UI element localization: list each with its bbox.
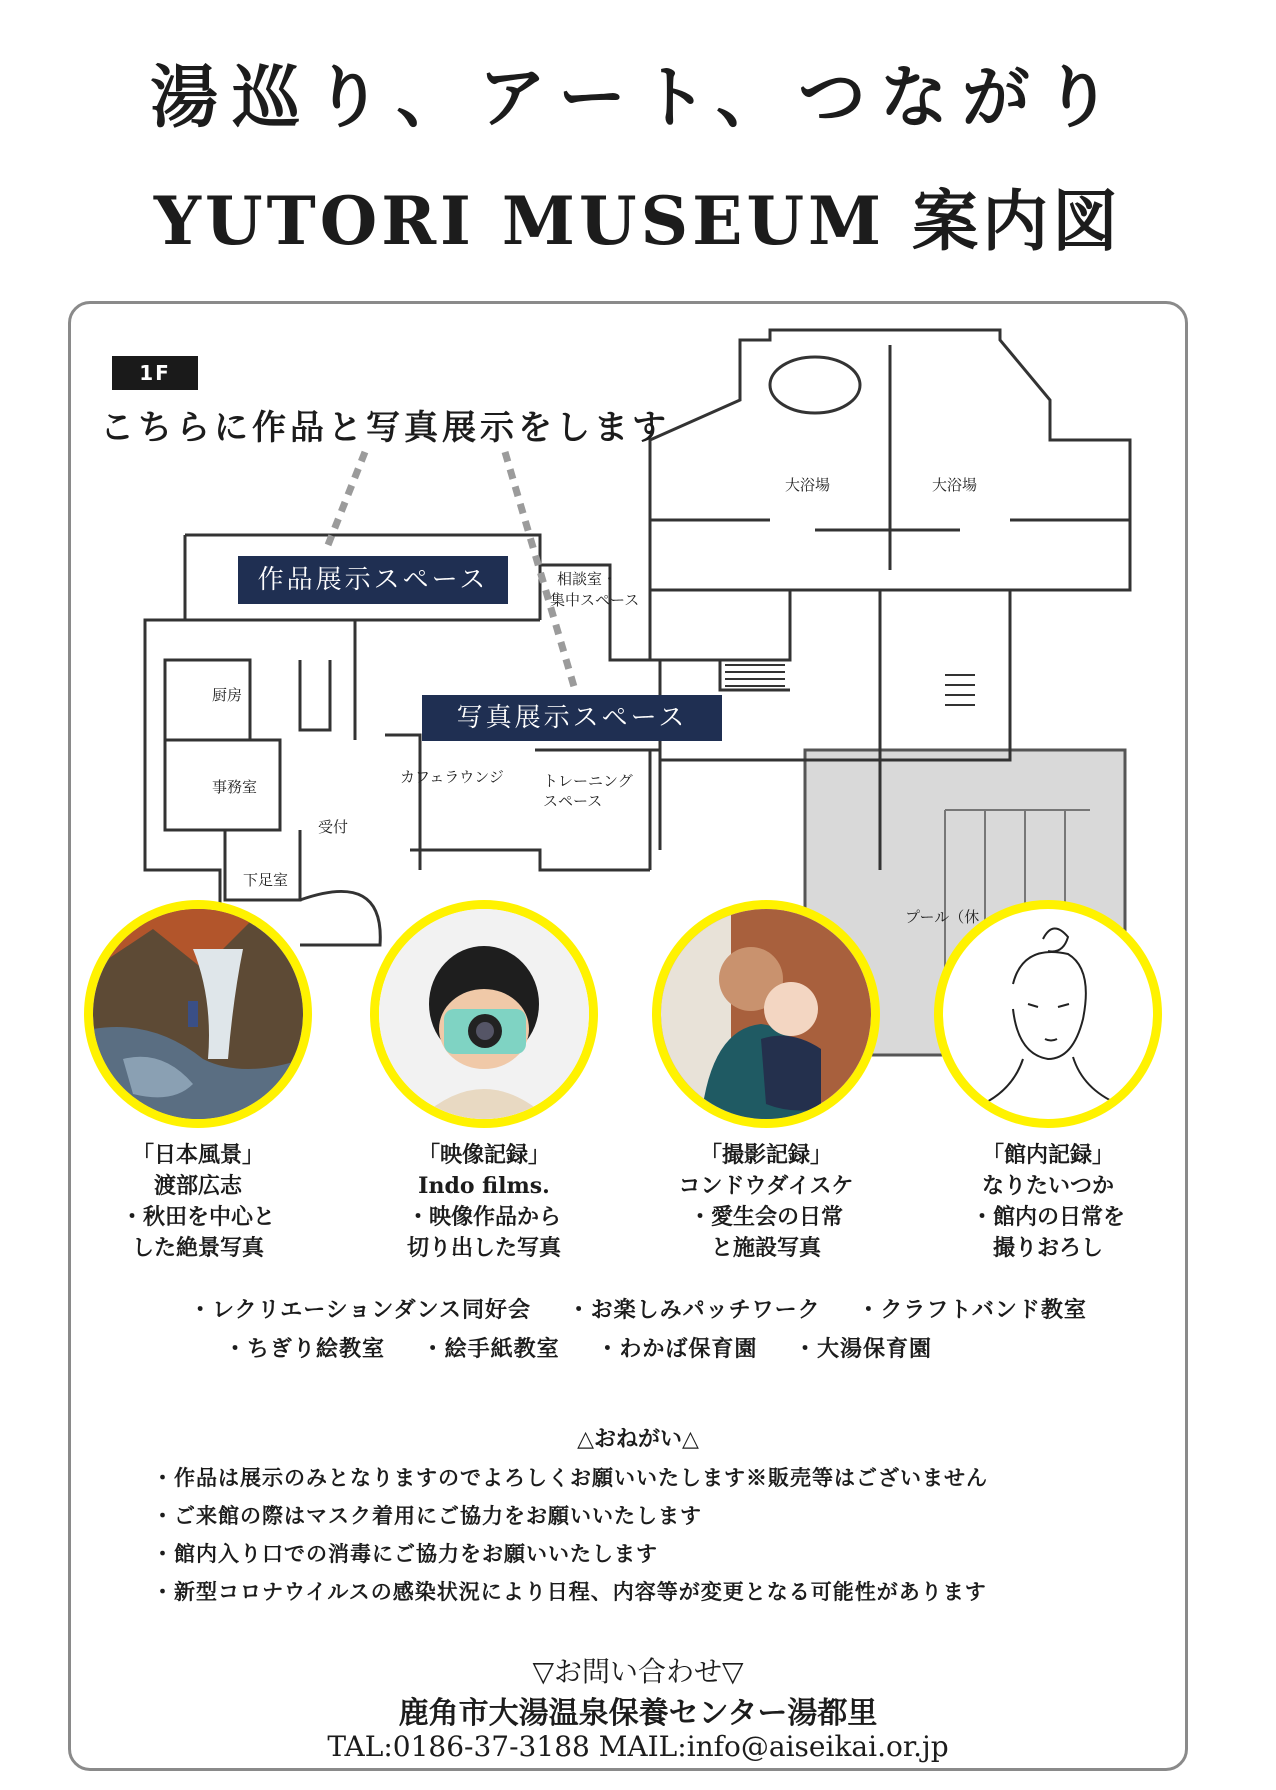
room-pool: プール（休 [905,908,980,926]
notice-item: ・作品は展示のみとなりますのでよろしくお願いいたします※販売等はございません [152,1465,988,1490]
artist-name: Indo films. [418,1173,550,1199]
artist-desc: ・愛生会の日常 [688,1204,843,1230]
notice-list [152,1462,988,1614]
exhibit-note: こちらに作品と写真展示をします [100,408,670,448]
group-item: ・わかば保育園 [596,1336,758,1362]
room-training-1: トレーニング [543,772,633,790]
artist-title: 「館内記録」 [981,1142,1114,1168]
artist-caption-2 [354,1140,614,1264]
notice-title: △おねがい△ [577,1426,699,1452]
artist-desc: ・館内の日常を [970,1204,1125,1230]
artist-title: 「撮影記録」 [699,1142,832,1168]
room-kitchen: 厨房 [212,686,243,704]
notice-item: ・新型コロナウイルスの感染状況により日程、内容等が変更となる可能性があります [152,1579,987,1604]
artist-desc: ・映像作品から [406,1204,561,1230]
artist-desc: ・秋田を中心と [120,1204,275,1230]
artist-caption-3 [636,1140,896,1264]
group-item: ・ちぎり絵教室 [223,1336,385,1362]
artist-name: なりたいつか [981,1173,1114,1199]
artist-caption-1 [68,1140,328,1264]
artist-name: 渡部広志 [153,1173,242,1199]
group-item: ・大湯保育園 [794,1336,933,1362]
notice-item: ・館内入り口での消毒にご協力をお願いいたします [152,1541,658,1566]
artist-title: 「映像記録」 [417,1142,550,1168]
room-office: 事務室 [212,778,258,796]
artist-photo-father-baby [652,900,880,1128]
room-consult-2: 集中スペース [550,591,640,609]
artist-caption-4 [918,1140,1178,1264]
page-subtitle: YUTORI MUSEUM 案内図 [153,182,1123,260]
notice-item: ・ご来館の際はマスク着用にご協力をお願いいたします [152,1503,702,1528]
artist-desc: 切り出した写真 [406,1235,561,1261]
room-consult-1: 相談室・ [557,570,618,588]
artist-photo-landscape [84,900,312,1128]
photo-space-label: 写真展示スペース [422,695,722,741]
room-bath-right: 大浴場 [932,476,978,494]
group-item: ・絵手紙教室 [421,1336,560,1362]
artist-name: コンドウダイスケ [678,1173,854,1199]
works-space-label: 作品展示スペース [238,556,508,604]
artist-title: 「日本風景」 [131,1142,264,1168]
room-cafe: カフェラウンジ [400,768,504,786]
groups-row-2 [0,1332,1276,1363]
room-reception: 受付 [318,818,349,836]
room-shoe: 下足室 [243,871,289,889]
room-bath-left: 大浴場 [785,476,831,494]
contact-name: 鹿角市大湯温泉保養センター湯都里 [398,1696,878,1731]
artist-desc: 撮りおろし [992,1235,1103,1261]
contact-info: TAL:0186-37-3188 MAIL:info@aiseikai.or.jp [327,1730,949,1763]
page-title: 湯巡り、アート、つながり [150,58,1126,138]
groups-row-1 [0,1293,1276,1324]
floor-badge: 1F [112,356,198,390]
artist-desc: した絶景写真 [131,1235,264,1261]
room-training-2: スペース [543,792,603,810]
artist-desc: と施設写真 [710,1235,821,1261]
group-item: ・レクリエーションダンス同好会 [189,1297,531,1323]
artist-photo-camera-child [370,900,598,1128]
contact-title: ▽お問い合わせ▽ [532,1655,744,1688]
group-item: ・クラフトバンド教室 [857,1297,1087,1323]
artist-illustration-woman [934,900,1162,1128]
group-item: ・お楽しみパッチワーク [567,1297,821,1323]
